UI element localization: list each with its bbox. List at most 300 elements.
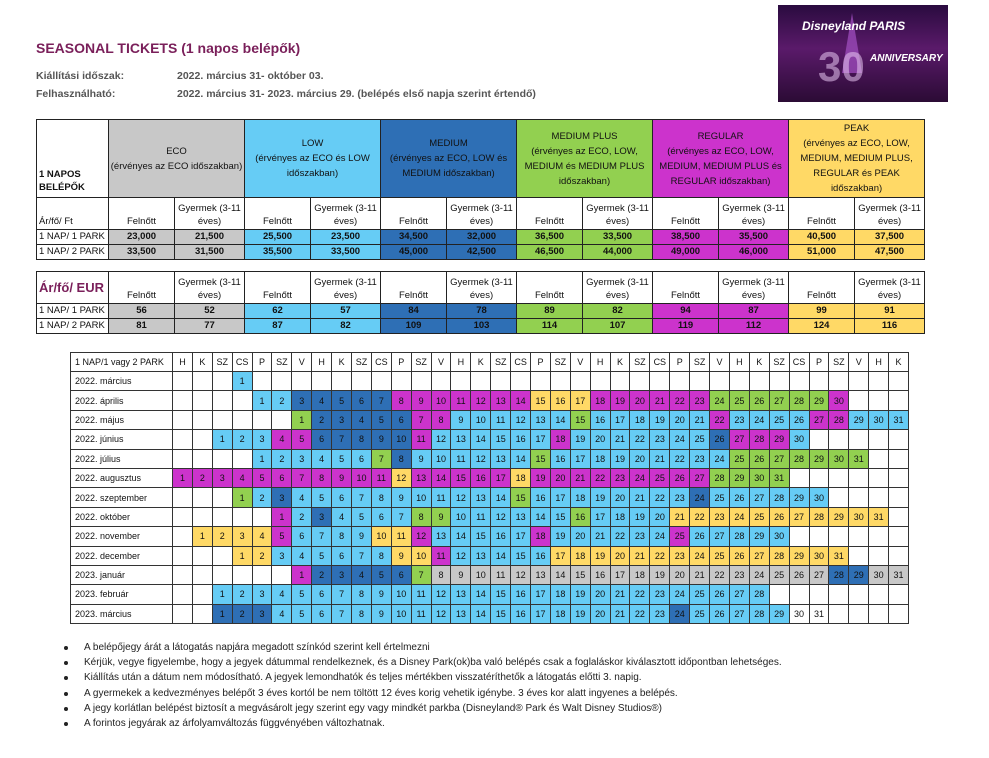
- calendar-day: 23: [630, 527, 650, 546]
- calendar-day: 18: [550, 585, 570, 604]
- weekday-header: H: [173, 353, 193, 372]
- calendar-day: 16: [550, 449, 570, 468]
- calendar-day: 30: [829, 449, 849, 468]
- calendar-empty: [809, 468, 829, 487]
- calendar-day: 8: [371, 488, 391, 507]
- eur-unit-label: Ár/fő/ EUR: [37, 272, 109, 304]
- price-cell: 51,000: [789, 245, 855, 260]
- calendar-day: 9: [411, 391, 431, 410]
- calendar-day: 14: [511, 391, 531, 410]
- calendar-day: 10: [391, 430, 411, 449]
- calendar-empty: [869, 430, 889, 449]
- calendar-month-row: [71, 546, 909, 565]
- calendar-day: 6: [352, 391, 372, 410]
- calendar-day: 15: [491, 604, 511, 623]
- calendar-day: 12: [471, 391, 491, 410]
- calendar-day: 1: [212, 430, 232, 449]
- weekday-header: K: [471, 353, 491, 372]
- calendar-empty: [729, 372, 749, 391]
- month-label: 2023. március: [71, 604, 173, 623]
- calendar-day: 13: [431, 527, 451, 546]
- calendar-day: 20: [550, 468, 570, 487]
- calendar-empty: [192, 488, 212, 507]
- calendar-day: 10: [352, 468, 372, 487]
- calendar-empty: [889, 604, 909, 623]
- calendar-day: 3: [252, 430, 272, 449]
- calendar-day: 14: [471, 585, 491, 604]
- calendar-day: 3: [272, 488, 292, 507]
- calendar-day: 28: [769, 488, 789, 507]
- calendar-day: 1: [252, 391, 272, 410]
- calendar-empty: [550, 372, 570, 391]
- calendar-day: 21: [650, 449, 670, 468]
- calendar-empty: [173, 391, 193, 410]
- calendar-empty: [849, 468, 869, 487]
- calendar-day: 6: [292, 527, 312, 546]
- calendar-empty: [232, 565, 252, 584]
- calendar-day: 9: [352, 527, 372, 546]
- calendar-day: 18: [550, 430, 570, 449]
- calendar-day: 30: [769, 527, 789, 546]
- calendar-empty: [869, 372, 889, 391]
- calendar-day: 9: [391, 546, 411, 565]
- calendar-day: 29: [809, 449, 829, 468]
- calendar-day: 13: [491, 391, 511, 410]
- calendar-day: 23: [690, 449, 710, 468]
- calendar-day: 28: [809, 507, 829, 526]
- calendar-day: 5: [312, 546, 332, 565]
- calendar-day: 26: [710, 604, 730, 623]
- calendar-empty: [849, 488, 869, 507]
- calendar-day: 1: [272, 507, 292, 526]
- weekday-header: H: [451, 353, 471, 372]
- usable-period: Felhasználható: 2022. március 31- 2023. március 29. (belépés első napja szerint értendő): [36, 88, 536, 100]
- calendar-day: 28: [829, 565, 849, 584]
- calendar-day: 21: [690, 410, 710, 429]
- calendar-empty: [471, 372, 491, 391]
- calendar-empty: [829, 604, 849, 623]
- calendar-day: 21: [610, 585, 630, 604]
- calendar-empty: [252, 410, 272, 429]
- calendar-day: 27: [710, 527, 730, 546]
- calendar-day: 7: [332, 585, 352, 604]
- weekday-header: SZ: [829, 353, 849, 372]
- calendar-day: 15: [570, 565, 590, 584]
- calendar-empty: [869, 546, 889, 565]
- calendar-day: 27: [769, 449, 789, 468]
- calendar-day: 31: [849, 449, 869, 468]
- price-cell: 33,500: [311, 245, 381, 260]
- calendar-day: 12: [431, 585, 451, 604]
- calendar-day: 19: [650, 565, 670, 584]
- calendar-day: 12: [391, 468, 411, 487]
- calendar-day: 19: [630, 507, 650, 526]
- calendar-day: 1: [212, 604, 232, 623]
- calendar-day: 30: [869, 410, 889, 429]
- calendar-day: 17: [590, 507, 610, 526]
- calendar-day: 13: [451, 430, 471, 449]
- calendar-day: 22: [630, 430, 650, 449]
- calendar-day: 2: [232, 585, 252, 604]
- calendar-day: 7: [352, 546, 372, 565]
- calendar-day: 2: [252, 488, 272, 507]
- weekday-header: K: [610, 353, 630, 372]
- calendar-day: 19: [531, 468, 551, 487]
- calendar-day: 21: [650, 391, 670, 410]
- calendar-day: 25: [690, 430, 710, 449]
- calendar-day: 6: [312, 585, 332, 604]
- calendar-empty: [491, 372, 511, 391]
- price-cell: 103: [447, 319, 517, 334]
- calendar-empty: [869, 391, 889, 410]
- calendar-day: 30: [809, 488, 829, 507]
- price-cell: 82: [583, 304, 653, 319]
- calendar-day: 29: [849, 410, 869, 429]
- calendar-month-row: [71, 468, 909, 487]
- adult-header-peak: Felnőtt: [789, 198, 855, 230]
- calendar-day: 30: [789, 430, 809, 449]
- calendar-day: 1: [232, 546, 252, 565]
- calendar-day: 24: [670, 604, 690, 623]
- child-header-eco: Gyermek (3-11 éves): [175, 198, 245, 230]
- price-cell: 37,500: [855, 230, 925, 245]
- calendar-day: 12: [451, 546, 471, 565]
- child-header-peak: Gyermek (3-11 éves): [855, 272, 925, 304]
- calendar-day: 18: [590, 391, 610, 410]
- calendar-day: 25: [710, 488, 730, 507]
- calendar-day: 21: [610, 430, 630, 449]
- calendar-empty: [212, 507, 232, 526]
- calendar-empty: [252, 565, 272, 584]
- calendar-empty: [869, 449, 889, 468]
- weekday-header: P: [531, 353, 551, 372]
- calendar-day: 15: [511, 488, 531, 507]
- calendar-day: 27: [749, 546, 769, 565]
- calendar-empty: [809, 527, 829, 546]
- calendar-day: 22: [710, 410, 730, 429]
- calendar-day: 20: [570, 527, 590, 546]
- calendar-month-row: [71, 410, 909, 429]
- calendar-day: 3: [312, 507, 332, 526]
- calendar-day: 9: [411, 449, 431, 468]
- calendar-empty: [889, 488, 909, 507]
- calendar-day: 4: [312, 449, 332, 468]
- calendar-day: 25: [710, 546, 730, 565]
- calendar-day: 7: [411, 410, 431, 429]
- calendar-empty: [889, 468, 909, 487]
- weekday-header: SZ: [769, 353, 789, 372]
- price-cell: 25,500: [245, 230, 311, 245]
- price-cell: 77: [175, 319, 245, 334]
- calendar-empty: [232, 391, 252, 410]
- calendar-day: 10: [471, 410, 491, 429]
- category-low: LOW (érvényes az ECO és LOW időszakban): [245, 120, 381, 198]
- price-cell: 87: [719, 304, 789, 319]
- calendar-day: 13: [471, 488, 491, 507]
- calendar-empty: [173, 565, 193, 584]
- calendar-day: 16: [590, 410, 610, 429]
- calendar-day: 31: [829, 546, 849, 565]
- calendar-empty: [173, 546, 193, 565]
- logo-number: 30: [818, 43, 865, 90]
- adult-header-medium: Felnőtt: [381, 198, 447, 230]
- calendar-day: 26: [769, 507, 789, 526]
- calendar-empty: [749, 372, 769, 391]
- calendar-day: 27: [769, 391, 789, 410]
- calendar-day: 10: [431, 449, 451, 468]
- price-cell: 31,500: [175, 245, 245, 260]
- calendar-day: 19: [590, 546, 610, 565]
- price-cell: 112: [719, 319, 789, 334]
- calendar-day: 8: [332, 527, 352, 546]
- calendar-day: 25: [769, 410, 789, 429]
- calendar-day: 9: [371, 585, 391, 604]
- calendar-day: 4: [272, 585, 292, 604]
- calendar-day: 27: [809, 565, 829, 584]
- calendar-day: 19: [570, 604, 590, 623]
- calendar-day: 22: [630, 604, 650, 623]
- calendar-day: 24: [690, 488, 710, 507]
- calendar-day: 15: [531, 449, 551, 468]
- adult-header-eco: Felnőtt: [109, 272, 175, 304]
- calendar-day: 30: [869, 565, 889, 584]
- calendar-day: 2: [232, 430, 252, 449]
- calendar-day: 20: [630, 449, 650, 468]
- calendar-day: 1: [232, 372, 252, 391]
- calendar-day: 6: [312, 430, 332, 449]
- calendar-empty: [451, 372, 471, 391]
- calendar-day: 11: [371, 468, 391, 487]
- weekday-header: V: [292, 353, 312, 372]
- calendar-day: 28: [769, 546, 789, 565]
- weekday-header: SZ: [491, 353, 511, 372]
- child-header-regular: Gyermek (3-11 éves): [719, 272, 789, 304]
- calendar-empty: [650, 372, 670, 391]
- calendar-empty: [212, 410, 232, 429]
- weekday-header: SZ: [630, 353, 650, 372]
- price-cell: 21,500: [175, 230, 245, 245]
- calendar-empty: [849, 391, 869, 410]
- price-cell: 46,500: [517, 245, 583, 260]
- child-header-eco: Gyermek (3-11 éves): [175, 272, 245, 304]
- child-header-low: Gyermek (3-11 éves): [311, 198, 381, 230]
- price-cell: 40,500: [789, 230, 855, 245]
- calendar-day: 2: [292, 507, 312, 526]
- calendar-day: 26: [789, 410, 809, 429]
- calendar-day: 20: [670, 410, 690, 429]
- calendar-day: 3: [272, 546, 292, 565]
- note-item: A belépőjegy árát a látogatás napjára megadott színkód szerint kell értelmezni: [64, 640, 782, 655]
- calendar-empty: [869, 585, 889, 604]
- calendar-day: 27: [749, 488, 769, 507]
- weekday-header: H: [729, 353, 749, 372]
- calendar-day: 28: [749, 604, 769, 623]
- calendar-day: 15: [511, 546, 531, 565]
- price-cell: 84: [381, 304, 447, 319]
- calendar-empty: [212, 449, 232, 468]
- calendar-empty: [192, 430, 212, 449]
- child-header-peak: Gyermek (3-11 éves): [855, 198, 925, 230]
- calendar-empty: [809, 372, 829, 391]
- calendar-day: 11: [431, 546, 451, 565]
- price-row-label: 1 NAP/ 2 PARK: [37, 245, 109, 260]
- calendar-empty: [789, 372, 809, 391]
- calendar-day: 12: [511, 410, 531, 429]
- calendar-day: 7: [292, 468, 312, 487]
- calendar-day: 16: [531, 488, 551, 507]
- category-eco: ECO (érvényes az ECO időszakban): [109, 120, 245, 198]
- calendar-day: 15: [550, 507, 570, 526]
- calendar-day: 16: [491, 527, 511, 546]
- weekday-header: CS: [371, 353, 391, 372]
- calendar-empty: [212, 391, 232, 410]
- calendar-empty: [849, 430, 869, 449]
- calendar-day: 13: [491, 449, 511, 468]
- calendar-day: 23: [610, 468, 630, 487]
- calendar-day: 24: [670, 585, 690, 604]
- calendar-day: 17: [511, 527, 531, 546]
- child-header-medium_plus: Gyermek (3-11 éves): [583, 198, 653, 230]
- calendar-day: 8: [411, 507, 431, 526]
- calendar-month-row: [71, 507, 909, 526]
- calendar-day: 4: [252, 527, 272, 546]
- weekday-header: K: [749, 353, 769, 372]
- calendar-empty: [809, 430, 829, 449]
- calendar-day: 23: [690, 391, 710, 410]
- calendar-day: 14: [471, 430, 491, 449]
- calendar-empty: [192, 410, 212, 429]
- calendar-day: 24: [670, 430, 690, 449]
- calendar-month-row: [71, 391, 909, 410]
- calendar-empty: [212, 565, 232, 584]
- calendar-day: 23: [670, 546, 690, 565]
- calendar-day: 17: [550, 488, 570, 507]
- page-title: SEASONAL TICKETS (1 napos belépők): [36, 40, 301, 56]
- calendar-empty: [889, 527, 909, 546]
- calendar-day: 29: [829, 507, 849, 526]
- weekday-header: P: [670, 353, 690, 372]
- price-cell: 32,000: [447, 230, 517, 245]
- calendar-day: 21: [570, 468, 590, 487]
- calendar-day: 10: [371, 527, 391, 546]
- weekday-header: K: [332, 353, 352, 372]
- price-row: [37, 304, 925, 319]
- calendar-empty: [869, 604, 889, 623]
- calendar-day: 25: [729, 449, 749, 468]
- calendar-day: 15: [471, 527, 491, 546]
- calendar-day: 12: [431, 604, 451, 623]
- calendar-day: 23: [650, 604, 670, 623]
- month-label: 2022. december: [71, 546, 173, 565]
- calendar-day: 3: [332, 410, 352, 429]
- weekday-header: H: [590, 353, 610, 372]
- calendar-day: 18: [531, 527, 551, 546]
- price-cell: 87: [245, 319, 311, 334]
- category-peak: PEAK (érvényes az ECO, LOW, MEDIUM, MEDIUM PLUS, REGULAR és PEAK időszakban): [789, 120, 925, 198]
- calendar-day: 29: [849, 565, 869, 584]
- weekday-header: V: [849, 353, 869, 372]
- logo-brand: Disneyland PARIS: [802, 19, 906, 33]
- calendar-empty: [889, 546, 909, 565]
- calendar-empty: [431, 372, 451, 391]
- calendar-day: 16: [511, 604, 531, 623]
- calendar-day: 25: [670, 527, 690, 546]
- calendar-day: 24: [749, 565, 769, 584]
- calendar-day: 15: [570, 410, 590, 429]
- calendar-day: 31: [769, 468, 789, 487]
- calendar-day: 25: [749, 507, 769, 526]
- calendar-empty: [312, 372, 332, 391]
- month-label: 2022. március: [71, 372, 173, 391]
- calendar-day: 8: [431, 410, 451, 429]
- calendar-day: 17: [550, 546, 570, 565]
- calendar-day: 22: [650, 546, 670, 565]
- calendar-day: 23: [729, 565, 749, 584]
- calendar-empty: [232, 507, 252, 526]
- calendar-empty: [889, 449, 909, 468]
- calendar-day: 28: [789, 449, 809, 468]
- calendar-day: 13: [451, 585, 471, 604]
- calendar-day: 10: [391, 604, 411, 623]
- calendar-day: 26: [749, 449, 769, 468]
- calendar-month-row: [71, 585, 909, 604]
- calendar-month-row: [71, 604, 909, 623]
- calendar-day: 17: [570, 449, 590, 468]
- month-label: 2022. november: [71, 527, 173, 546]
- calendar-day: 16: [531, 546, 551, 565]
- calendar-empty: [829, 585, 849, 604]
- calendar-day: 27: [690, 468, 710, 487]
- calendar-day: 24: [690, 546, 710, 565]
- disneyland-anniversary-logo: [778, 5, 948, 102]
- logo-anniversary: ANNIVERSARY: [870, 53, 943, 64]
- calendar-day: 3: [332, 565, 352, 584]
- calendar-day: 11: [451, 391, 471, 410]
- huf-price-table: [36, 119, 925, 260]
- weekday-header: H: [869, 353, 889, 372]
- calendar-day: 27: [809, 410, 829, 429]
- calendar-day: 6: [332, 546, 352, 565]
- calendar-day: 4: [272, 604, 292, 623]
- calendar-day: 18: [550, 604, 570, 623]
- calendar-empty: [173, 585, 193, 604]
- weekday-header: K: [889, 353, 909, 372]
- price-cell: 57: [311, 304, 381, 319]
- calendar-day: 2: [232, 604, 252, 623]
- month-label: 2023. február: [71, 585, 173, 604]
- calendar-day: 19: [550, 527, 570, 546]
- calendar-day: 22: [650, 488, 670, 507]
- weekday-header: P: [809, 353, 829, 372]
- calendar-day: 7: [352, 488, 372, 507]
- calendar-empty: [869, 488, 889, 507]
- weekday-header: SZ: [352, 353, 372, 372]
- calendar-day: 10: [411, 546, 431, 565]
- calendar-day: 6: [391, 565, 411, 584]
- calendar-day: 22: [610, 527, 630, 546]
- calendar-day: 14: [491, 488, 511, 507]
- calendar-day: 5: [292, 430, 312, 449]
- note-item: Kiállítás után a dátum nem módosítható. A jegyek lemondhatók és teljes mértékben visszatéríthetők a látogatás előtti 3. napig.: [64, 670, 782, 685]
- calendar-day: 18: [610, 507, 630, 526]
- calendar-empty: [849, 604, 869, 623]
- calendar-day: 2: [312, 410, 332, 429]
- calendar-month-row: [71, 372, 909, 391]
- calendar-day: 7: [411, 565, 431, 584]
- adult-header-low: Felnőtt: [245, 272, 311, 304]
- price-row-label: 1 NAP/ 2 PARK: [37, 319, 109, 334]
- price-cell: 52: [175, 304, 245, 319]
